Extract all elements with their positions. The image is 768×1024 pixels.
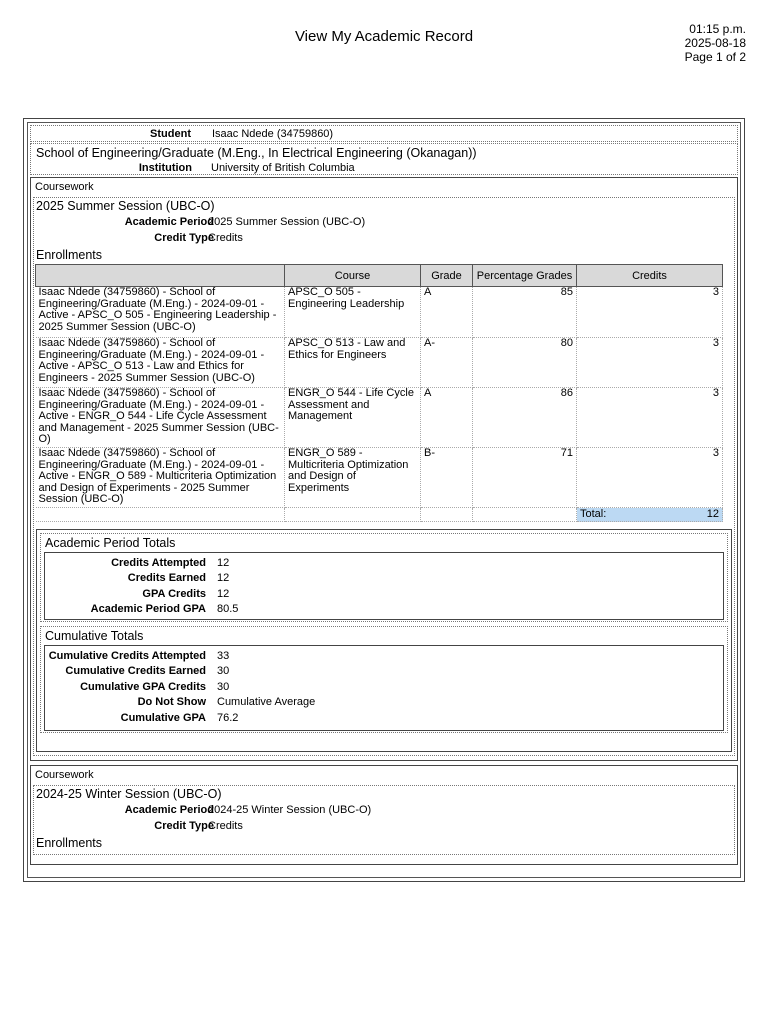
course-cell: APSC_O 505 - Engineering Leadership [285,287,421,338]
cumulative-gpa-value: 76.2 [217,712,239,724]
credits-earned-value: 12 [217,572,230,584]
cumulative-gpa-label: Cumulative GPA [120,712,206,724]
column-header-percentage: Percentage Grades [473,265,577,287]
cumulative-credits-attempted-value: 33 [217,650,230,662]
enrollment-description: Isaac Ndede (34759860) - School of Engineering/Graduate (M.Eng.) - 2024-09-01 - Active - ENGR_O 589 - Multicriteria Optimization and Design of Experiments - 2025 Summer Session (UBC-O) [36,448,285,508]
grade-cell: A- [421,338,473,388]
page-number: Page 1 of 2 [684,50,746,64]
percentage-cell: 80 [473,338,577,388]
gpa-credits-label: GPA Credits [142,588,206,600]
totals-row [45,556,723,571]
total-label: Total: [580,508,607,520]
cumulative-totals-box [44,645,724,731]
cumulative-gpa-credits-label: Cumulative GPA Credits [80,681,206,693]
enrollments-table [35,264,723,522]
grade-cell: A [421,388,473,448]
enrollments-label: Enrollments [36,836,102,850]
student-label: Student [150,128,191,140]
percentage-cell: 71 [473,448,577,508]
grade-cell: A [421,287,473,338]
do-not-show-label: Do Not Show [137,696,206,708]
credits-cell: 3 [577,388,723,448]
cumulative-credits-attempted-label: Cumulative Credits Attempted [48,650,206,662]
academic-period-totals [40,533,728,622]
student-value: Isaac Ndede (34759860) [212,128,334,140]
credits-cell: 3 [577,338,723,388]
credits-cell: 3 [577,448,723,508]
coursework-label: Coursework [35,181,94,193]
credit-type-value: Credits [208,232,243,244]
academic-period-label: Academic Period [124,216,214,228]
cumulative-credits-earned-label: Cumulative Credits Earned [65,665,206,677]
enrollment-description: Isaac Ndede (34759860) - School of Engineering/Graduate (M.Eng.) - 2024-09-01 - Active - APSC_O 513 - Law and Ethics for Engineers - 2025 Summer Session (UBC-O) [36,338,285,388]
enrollments-label: Enrollments [36,248,102,262]
table-row [36,338,723,388]
credits-attempted-value: 12 [217,557,230,569]
totals-row [45,587,723,602]
course-cell: APSC_O 513 - Law and Ethics for Engineers [285,338,421,388]
percentage-cell: 86 [473,388,577,448]
cumulative-gpa-credits-value: 30 [217,681,230,693]
enrollment-description: Isaac Ndede (34759860) - School of Engineering/Graduate (M.Eng.) - 2024-09-01 - Active - ENGR_O 544 - Life Cycle Assessment and Management - 2025 Summer Session (UBC-O) [36,388,285,448]
period-totals-box [44,552,724,620]
program-name: School of Engineering/Graduate (M.Eng., In Electrical Engineering (Okanagan)) [36,146,477,160]
academic-record-frame [23,118,745,882]
academic-period-totals-title: Academic Period Totals [45,536,176,550]
coursework-section-2 [30,765,738,865]
academic-period-gpa-label: Academic Period GPA [90,603,206,615]
table-row [36,448,723,508]
do-not-show-value: Cumulative Average [217,696,316,708]
report-date: 2025-08-18 [684,36,746,50]
grade-cell: B- [421,448,473,508]
report-time: 01:15 p.m. [689,22,746,36]
coursework-section-1 [30,177,738,761]
program-row [30,143,738,175]
totals-container [36,529,732,752]
credit-type-label: Credit Type [154,820,214,832]
credits-attempted-label: Credits Attempted [111,557,206,569]
course-cell: ENGR_O 589 - Multicriteria Optimization and Design of Experiments [285,448,421,508]
cumulative-credits-earned-value: 30 [217,665,230,677]
column-header-credits: Credits [577,265,723,287]
totals-row [45,571,723,586]
totals-row [45,695,723,710]
credits-cell: 3 [577,287,723,338]
table-total-row [36,508,723,522]
totals-row [45,711,723,726]
course-cell: ENGR_O 544 - Life Cycle Assessment and Management [285,388,421,448]
total-value: 12 [706,508,719,520]
institution-label: Institution [138,162,192,174]
cumulative-totals-title: Cumulative Totals [45,629,144,643]
totals-row [45,664,723,679]
academic-period-value: 2024-25 Winter Session (UBC-O) [208,804,372,816]
session-block-1 [33,197,735,756]
page-title: View My Academic Record [294,28,474,45]
totals-row [45,649,723,664]
cumulative-totals [40,626,728,733]
academic-period-label: Academic Period [124,804,214,816]
session-title: 2024-25 Winter Session (UBC-O) [36,787,222,801]
column-header-course: Course [285,265,421,287]
table-row [36,388,723,448]
total-cell [577,508,723,522]
column-header [36,265,285,287]
student-row [30,125,738,142]
academic-record-inner [27,122,741,878]
credit-type-value: Credits [208,820,243,832]
totals-row [45,602,723,617]
credit-type-label: Credit Type [154,232,214,244]
percentage-cell: 85 [473,287,577,338]
table-header-row [36,265,723,287]
coursework-label: Coursework [35,769,94,781]
column-header-grade: Grade [421,265,473,287]
enrollment-description: Isaac Ndede (34759860) - School of Engineering/Graduate (M.Eng.) - 2024-09-01 - Active - APSC_O 505 - Engineering Leadership - 2025 Summer Session (UBC-O) [36,287,285,338]
totals-row [45,680,723,695]
session-title: 2025 Summer Session (UBC-O) [36,199,215,213]
academic-period-gpa-value: 80.5 [217,603,239,615]
academic-period-value: 2025 Summer Session (UBC-O) [208,216,366,228]
session-block-2 [33,785,735,855]
credits-earned-label: Credits Earned [127,572,206,584]
report-meta [685,22,746,64]
institution-value: University of British Columbia [211,162,355,174]
gpa-credits-value: 12 [217,588,230,600]
table-row [36,287,723,338]
